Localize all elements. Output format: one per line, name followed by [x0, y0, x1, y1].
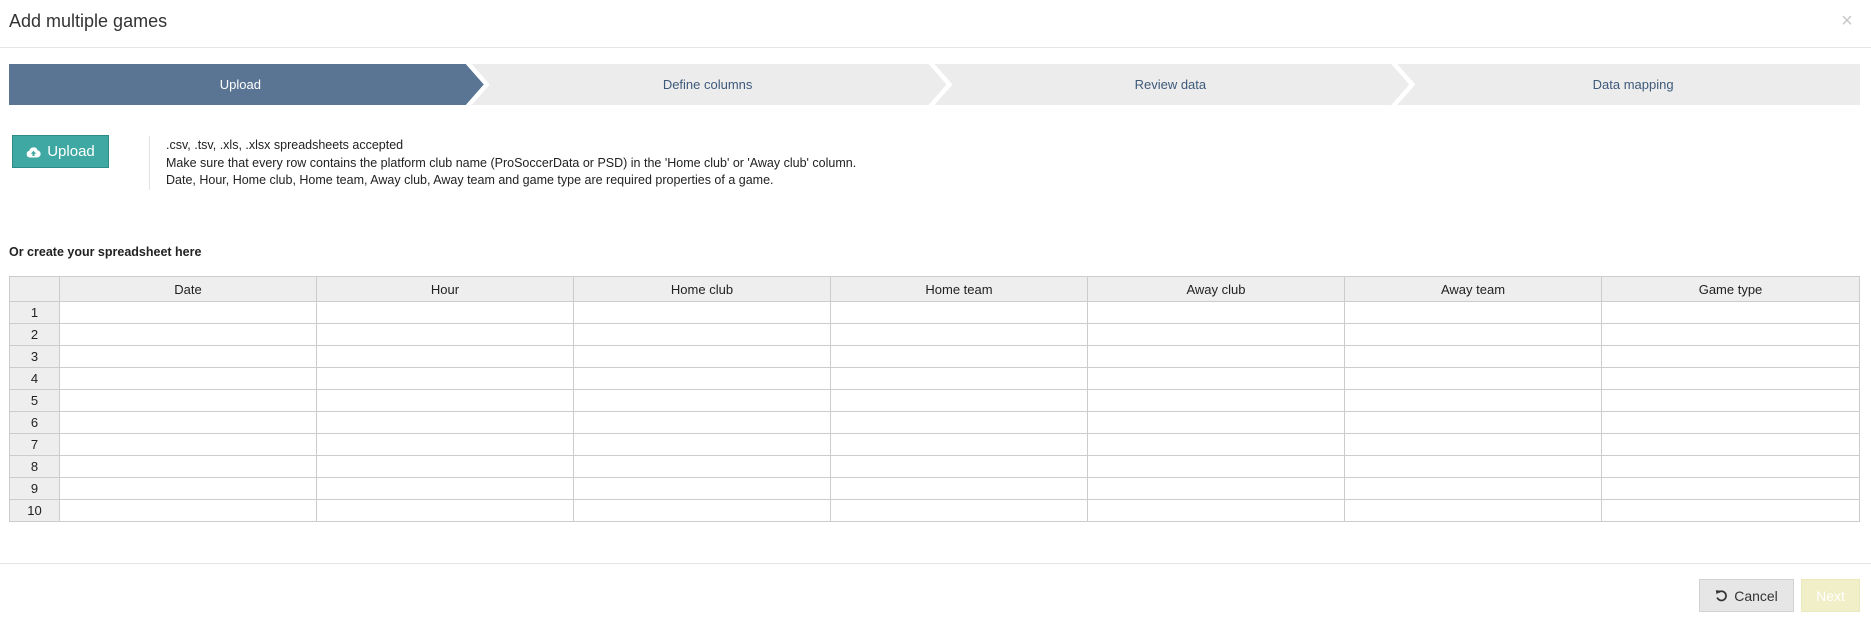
cell-away-team[interactable] — [1345, 434, 1602, 456]
cell-home-team[interactable] — [831, 390, 1088, 412]
cell-game-type[interactable] — [1602, 456, 1860, 478]
cell-away-club[interactable] — [1088, 478, 1345, 500]
footer-divider — [0, 563, 1871, 564]
row-number[interactable]: 3 — [10, 346, 60, 368]
cell-home-team[interactable] — [831, 412, 1088, 434]
cell-game-type[interactable] — [1602, 346, 1860, 368]
row-number[interactable]: 6 — [10, 412, 60, 434]
cell-home-club[interactable] — [574, 390, 831, 412]
next-button-label: Next — [1816, 587, 1845, 604]
cell-hour[interactable] — [317, 412, 574, 434]
cell-home-team[interactable] — [831, 346, 1088, 368]
undo-icon — [1715, 589, 1728, 602]
cell-date[interactable] — [60, 324, 317, 346]
club-name-requirement-text: Make sure that every row contains the platform club name (ProSoccerData or PSD) in the 'Home club' or 'Away club' column. — [166, 155, 857, 170]
cell-away-team[interactable] — [1345, 368, 1602, 390]
column-header-game-type[interactable]: Game type — [1602, 277, 1860, 302]
cell-date[interactable] — [60, 412, 317, 434]
cell-home-team[interactable] — [831, 302, 1088, 324]
cloud-upload-icon — [26, 146, 41, 158]
table-row — [10, 500, 1860, 522]
step-define-columns[interactable]: Define columns — [662, 77, 753, 92]
upload-button[interactable] — [12, 135, 109, 168]
column-header-home-team[interactable]: Home team — [831, 277, 1088, 302]
cancel-button[interactable] — [1699, 579, 1794, 612]
next-button[interactable] — [1801, 579, 1860, 612]
cancel-button-label: Cancel — [1734, 587, 1778, 604]
step-review-data[interactable]: Review data — [1134, 77, 1207, 92]
cell-hour[interactable] — [317, 500, 574, 522]
row-number[interactable]: 7 — [10, 434, 60, 456]
row-number[interactable]: 5 — [10, 390, 60, 412]
table-row — [10, 368, 1860, 390]
column-header-away-club[interactable]: Away club — [1088, 277, 1345, 302]
cell-home-club[interactable] — [574, 324, 831, 346]
table-row — [10, 434, 1860, 456]
cell-date[interactable] — [60, 390, 317, 412]
cell-away-team[interactable] — [1345, 478, 1602, 500]
cell-date[interactable] — [60, 346, 317, 368]
cell-away-team[interactable] — [1345, 390, 1602, 412]
cell-away-club[interactable] — [1088, 368, 1345, 390]
cell-hour[interactable] — [317, 434, 574, 456]
upload-info — [166, 137, 856, 190]
table-row — [10, 302, 1860, 324]
table-row — [10, 456, 1860, 478]
info-divider — [149, 136, 150, 190]
upload-button-label: Upload — [47, 143, 95, 160]
cell-game-type[interactable] — [1602, 434, 1860, 456]
row-number[interactable]: 10 — [10, 500, 60, 522]
cell-home-club[interactable] — [574, 412, 831, 434]
table-row — [10, 478, 1860, 500]
cell-away-team[interactable] — [1345, 324, 1602, 346]
cell-away-club[interactable] — [1088, 434, 1345, 456]
cell-home-club[interactable] — [574, 302, 831, 324]
cell-away-club[interactable] — [1088, 412, 1345, 434]
corner-cell[interactable] — [10, 277, 60, 302]
spreadsheet-grid[interactable] — [9, 276, 1860, 522]
required-properties-text: Date, Hour, Home club, Home team, Away club, Away team and game type are required properties of a game. — [166, 173, 774, 187]
row-number[interactable]: 4 — [10, 368, 60, 390]
cell-home-team[interactable] — [831, 478, 1088, 500]
cell-home-team[interactable] — [831, 368, 1088, 390]
spreadsheet-section-label: Or create your spreadsheet here — [9, 245, 202, 259]
cell-game-type[interactable] — [1602, 412, 1860, 434]
modal-title: Add multiple games — [9, 11, 168, 31]
cell-hour[interactable] — [317, 324, 574, 346]
cell-away-club[interactable] — [1088, 500, 1345, 522]
cell-game-type[interactable] — [1602, 500, 1860, 522]
cell-home-club[interactable] — [574, 500, 831, 522]
row-number[interactable]: 8 — [10, 456, 60, 478]
cell-game-type[interactable] — [1602, 390, 1860, 412]
cell-away-team[interactable] — [1345, 456, 1602, 478]
cell-home-club[interactable] — [574, 346, 831, 368]
cell-home-team[interactable] — [831, 456, 1088, 478]
row-number[interactable]: 2 — [10, 324, 60, 346]
cell-date[interactable] — [60, 478, 317, 500]
table-row — [10, 324, 1860, 346]
cell-date[interactable] — [60, 434, 317, 456]
cell-away-club[interactable] — [1088, 324, 1345, 346]
column-header-date[interactable]: Date — [60, 277, 317, 302]
spreadsheet-header-row — [10, 277, 1860, 302]
cell-home-team[interactable] — [831, 500, 1088, 522]
cell-game-type[interactable] — [1602, 324, 1860, 346]
cell-home-club[interactable] — [574, 478, 831, 500]
cell-hour[interactable] — [317, 368, 574, 390]
cell-away-team[interactable] — [1345, 346, 1602, 368]
cell-hour[interactable] — [317, 478, 574, 500]
cell-away-club[interactable] — [1088, 346, 1345, 368]
cell-home-club[interactable] — [574, 434, 831, 456]
cell-game-type[interactable] — [1602, 302, 1860, 324]
cell-date[interactable] — [60, 368, 317, 390]
cell-home-club[interactable] — [574, 456, 831, 478]
cell-date[interactable] — [60, 500, 317, 522]
cell-away-club[interactable] — [1088, 390, 1345, 412]
cell-date[interactable] — [60, 456, 317, 478]
table-row — [10, 412, 1860, 434]
accepted-formats-text: .csv, .tsv, .xls, .xlsx spreadsheets accepted — [166, 138, 404, 152]
cell-away-team[interactable] — [1345, 302, 1602, 324]
row-number[interactable]: 1 — [10, 302, 60, 324]
cell-hour[interactable] — [317, 302, 574, 324]
cell-date[interactable] — [60, 302, 317, 324]
cell-game-type[interactable] — [1602, 368, 1860, 390]
step-data-mapping[interactable]: Data mapping — [1592, 77, 1674, 92]
modal-header — [0, 0, 1871, 48]
column-header-hour[interactable]: Hour — [317, 277, 574, 302]
cell-hour[interactable] — [317, 456, 574, 478]
cell-hour[interactable] — [317, 346, 574, 368]
cell-home-team[interactable] — [831, 434, 1088, 456]
cell-away-club[interactable] — [1088, 302, 1345, 324]
table-row — [10, 346, 1860, 368]
column-header-away-team[interactable]: Away team — [1345, 277, 1602, 302]
cell-away-team[interactable] — [1345, 412, 1602, 434]
cell-home-team[interactable] — [831, 324, 1088, 346]
row-number[interactable]: 9 — [10, 478, 60, 500]
cell-home-club[interactable] — [574, 368, 831, 390]
table-row — [10, 390, 1860, 412]
cell-away-team[interactable] — [1345, 500, 1602, 522]
cell-hour[interactable] — [317, 390, 574, 412]
cell-away-club[interactable] — [1088, 456, 1345, 478]
step-upload[interactable]: Upload — [219, 77, 261, 92]
column-header-home-club[interactable]: Home club — [574, 277, 831, 302]
wizard-stepper — [9, 64, 1860, 105]
close-icon[interactable]: × — [1841, 10, 1853, 32]
cell-game-type[interactable] — [1602, 478, 1860, 500]
